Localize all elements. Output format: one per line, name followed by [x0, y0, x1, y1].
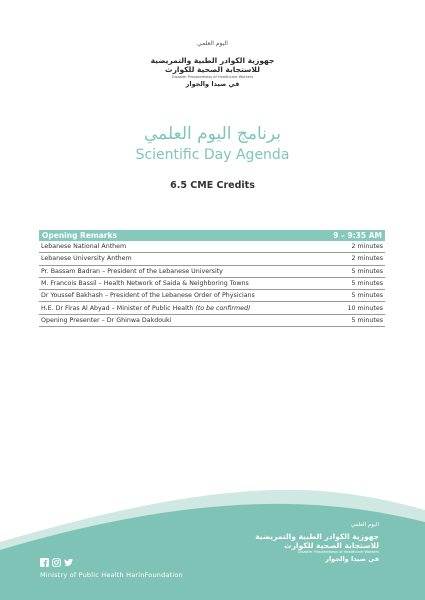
agenda-item: [39, 265, 316, 277]
agenda-item-text: Pr. Bassam Badran – President of the Lebanese University: [41, 267, 223, 275]
page-title-arabic: برنامج اليوم العلمي: [144, 124, 281, 144]
agenda-duration: 5 minutes: [316, 314, 385, 326]
agenda-item-text: M. Francois Bassil – Health Network of Saida & Neighboring Towns: [41, 280, 249, 288]
agenda-duration: 5 minutes: [316, 265, 385, 277]
footer-logo-day-label: اليوم العلمي: [350, 522, 379, 528]
logo-ar-line2: للاستجابة الصحية للكوارث: [165, 64, 260, 74]
agenda-row: [39, 314, 385, 326]
agenda-header-row: [39, 230, 385, 241]
twitter-icon[interactable]: [64, 552, 73, 561]
agenda-item: [39, 253, 316, 265]
agenda-row: [39, 290, 385, 302]
social-icons: [40, 552, 73, 561]
agenda-item-text: H.E. Dr Firas Al Abyad – Minister of Public Health: [41, 304, 194, 312]
agenda-table: [39, 230, 385, 327]
footer-logo-ar-line2: للاستجابة الصحية للكوارث: [284, 540, 379, 550]
footer-logo-ar-line3: في صيدا والجوار: [325, 555, 379, 564]
agenda-duration: 10 minutes: [316, 302, 385, 314]
agenda-row: [39, 253, 385, 265]
agenda-item: [39, 290, 316, 302]
agenda-row: [39, 265, 385, 277]
agenda-item: [39, 314, 316, 326]
agenda-item: [39, 277, 316, 289]
agenda-duration: 5 minutes: [316, 277, 385, 289]
agenda-section-title: Opening Remarks: [39, 230, 316, 241]
agenda-item-text: Dr Youssef Bakhash – President of the Lebanese Order of Physicians: [41, 292, 255, 300]
footer-logo-ar-line1: جهوزية الكوادر الطبية والتمريضية: [255, 532, 379, 541]
agenda-section-time: 9 – 9:35 AM: [316, 230, 385, 241]
agenda-duration: 2 minutes: [316, 253, 385, 265]
agenda-row: [39, 277, 385, 289]
logo-en-line: Disaster Preparedness of Healthcare Workers: [171, 75, 254, 80]
cme-credits: 6.5 CME Credits: [170, 180, 255, 191]
logo-ar-line1: جهوزية الكوادر الطبية والتمريضية: [150, 56, 275, 65]
logo-day-label: اليوم العلمي: [197, 40, 228, 47]
page-title: Scientific Day Agenda: [135, 147, 290, 163]
agenda-duration: 2 minutes: [316, 241, 385, 253]
footer-text: Ministry of Public Health HarinFoundation: [40, 571, 183, 579]
footer-logo-en-line: Disaster Preparedness of Healthcare Workers: [297, 550, 379, 555]
footer-logo: [255, 522, 379, 563]
agenda-item: [39, 302, 316, 314]
facebook-icon[interactable]: [40, 552, 49, 561]
agenda-item: [39, 241, 316, 253]
header-logo: [0, 40, 425, 88]
agenda-item-note: (to be confirmed): [195, 304, 251, 312]
agenda-item-text: Lebanese National Anthem: [41, 243, 127, 251]
agenda-duration: 5 minutes: [316, 290, 385, 302]
logo-ar-line3: في صيدا والجوار: [185, 80, 240, 89]
agenda-row: [39, 241, 385, 253]
agenda-row: [39, 302, 385, 314]
agenda-item-text: Opening Presenter – Dr Ghinwa Dakdouki: [41, 316, 172, 324]
instagram-icon[interactable]: [52, 552, 61, 561]
agenda-item-text: Lebanese University Anthem: [41, 255, 132, 263]
